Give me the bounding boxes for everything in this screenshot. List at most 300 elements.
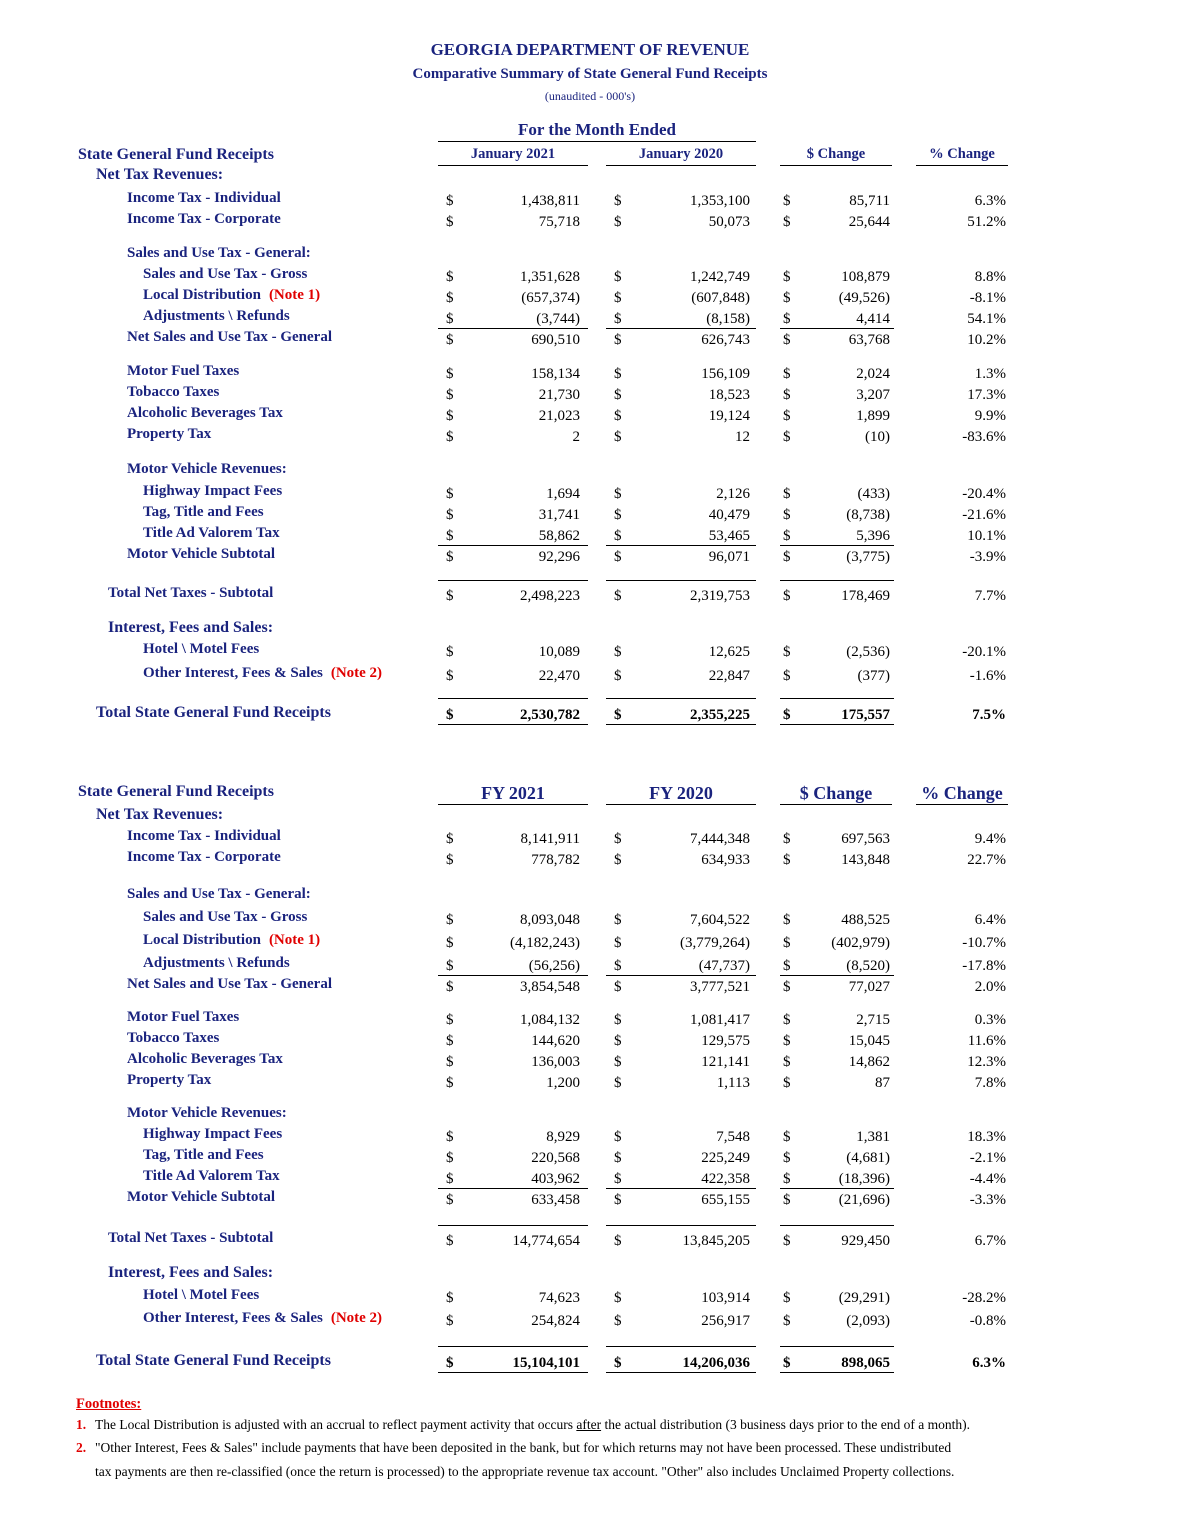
dollar-sign: $ <box>446 1150 454 1166</box>
cell-value: 22,847 <box>708 668 750 684</box>
row-label: Tag, Title and Fees <box>143 504 264 520</box>
cell-value: 15,045 <box>848 1033 890 1049</box>
column-header-rule <box>916 165 1008 166</box>
dollar-sign: $ <box>783 528 791 544</box>
cell-value: 1,438,811 <box>520 193 580 209</box>
cell-value: -20.1% <box>962 644 1006 660</box>
footnote-2-line-2: tax payments are then re-classified (once the return is processed) to the appropriate revenue tax account. "Other" also includes Unclaimed Property collections. <box>95 1464 955 1479</box>
dollar-sign: $ <box>446 387 454 403</box>
cell-value: 156,109 <box>701 366 750 382</box>
cell-value: 17.3% <box>967 387 1006 403</box>
cell-value: 2 <box>572 429 580 445</box>
subtotal-rule <box>780 545 894 546</box>
cell-value: 3,207 <box>856 387 890 403</box>
cell-value: 7,548 <box>716 1129 750 1145</box>
page-title: GEORGIA DEPARTMENT OF REVENUE <box>430 40 750 59</box>
cell-value: 10.2% <box>967 332 1006 348</box>
row-label: Sales and Use Tax - General: <box>127 886 311 902</box>
row-label: Total Net Taxes - Subtotal <box>108 1230 274 1246</box>
note-reference: (Note 1) <box>268 287 321 303</box>
cell-value: 1,113 <box>716 1075 750 1091</box>
dollar-sign: $ <box>446 644 454 660</box>
total-rule-bottom <box>438 1372 588 1373</box>
dollar-sign: $ <box>614 1313 622 1329</box>
dollar-sign: $ <box>614 979 622 995</box>
cell-value: (3,775) <box>846 549 890 565</box>
cell-value: 136,003 <box>531 1054 580 1070</box>
dollar-sign: $ <box>614 1355 622 1371</box>
cell-value: 7.8% <box>974 1075 1006 1091</box>
total-rule-top <box>780 698 894 699</box>
subtotal-rule <box>438 328 588 329</box>
dollar-sign: $ <box>783 332 791 348</box>
footnote-1-number: 1. <box>76 1417 87 1432</box>
cell-value: 634,933 <box>701 852 750 868</box>
cell-value: 87 <box>875 1075 890 1091</box>
cell-value: (2,093) <box>846 1313 890 1329</box>
cell-value: (49,526) <box>838 290 890 306</box>
cell-value: 697,563 <box>841 831 890 847</box>
dollar-sign: $ <box>446 1290 454 1306</box>
cell-value: 158,134 <box>531 366 580 382</box>
dollar-sign: $ <box>614 1075 622 1091</box>
row-label: Other Interest, Fees & Sales (Note 2) <box>143 665 383 681</box>
dollar-sign: $ <box>446 1192 454 1208</box>
row-label: Income Tax - Corporate <box>127 211 281 227</box>
total-rule-bottom <box>438 724 588 725</box>
row-label: Total State General Fund Receipts <box>96 1352 331 1369</box>
dollar-sign: $ <box>446 332 454 348</box>
cell-value: 898,065 <box>841 1355 890 1371</box>
row-label: Property Tax <box>127 1072 212 1088</box>
cell-value: 96,071 <box>708 549 750 565</box>
row-label: Net Tax Revenues: <box>96 806 224 823</box>
subtotal-rule <box>606 1188 756 1189</box>
cell-value: 53,465 <box>708 528 750 544</box>
row-label: Net Sales and Use Tax - General <box>127 329 333 345</box>
row-label: Title Ad Valorem Tax <box>143 525 280 541</box>
dollar-sign: $ <box>783 979 791 995</box>
cell-value: 31,741 <box>538 507 580 523</box>
cell-value: 2.0% <box>974 979 1006 995</box>
cell-value: 85,711 <box>849 193 890 209</box>
cell-value: 9.9% <box>974 408 1006 424</box>
row-label: Highway Impact Fees <box>143 1126 283 1142</box>
cell-value: 690,510 <box>531 332 580 348</box>
row-label: Property Tax <box>127 426 212 442</box>
cell-value: 40,479 <box>708 507 750 523</box>
row-label: Alcoholic Beverages Tax <box>127 1051 283 1067</box>
dollar-sign: $ <box>446 1313 454 1329</box>
row-label: Motor Fuel Taxes <box>127 1009 240 1025</box>
cell-value: 1,381 <box>856 1129 890 1145</box>
cell-value: 19,124 <box>708 408 750 424</box>
dollar-sign: $ <box>446 1355 454 1371</box>
cell-value: 14,774,654 <box>512 1233 580 1249</box>
cell-value: (2,536) <box>846 644 890 660</box>
row-label: Motor Vehicle Subtotal <box>127 1189 276 1205</box>
cell-value: 7.5% <box>972 707 1006 723</box>
dollar-sign: $ <box>783 1233 791 1249</box>
total-rule-bottom <box>606 1372 756 1373</box>
dollar-sign: $ <box>614 366 622 382</box>
cell-value: (8,158) <box>706 311 750 327</box>
dollar-sign: $ <box>614 549 622 565</box>
cell-value: 3,854,548 <box>520 979 580 995</box>
dollar-sign: $ <box>783 387 791 403</box>
cell-value: (47,737) <box>698 958 750 974</box>
subtotal-rule <box>606 1225 756 1226</box>
cell-value: 8,093,048 <box>520 912 580 928</box>
column-header-rule <box>780 165 892 166</box>
dollar-sign: $ <box>614 429 622 445</box>
cell-value: 21,023 <box>538 408 580 424</box>
cell-value: 13,845,205 <box>682 1233 750 1249</box>
cell-value: 108,879 <box>841 269 890 285</box>
dollar-sign: $ <box>783 644 791 660</box>
note-reference: (Note 1) <box>268 932 321 948</box>
dollar-sign: $ <box>446 408 454 424</box>
dollar-sign: $ <box>614 644 622 660</box>
footnotes-heading: Footnotes: <box>76 1396 142 1412</box>
section-label: State General Fund Receipts <box>78 146 274 163</box>
cell-value: 1,899 <box>856 408 890 424</box>
dollar-sign: $ <box>614 290 622 306</box>
subtotal-rule <box>438 975 588 976</box>
cell-value: 1,242,749 <box>690 269 750 285</box>
cell-value: (3,779,264) <box>680 935 750 951</box>
dollar-sign: $ <box>446 214 454 230</box>
dollar-sign: $ <box>783 1171 791 1187</box>
cell-value: 10,089 <box>538 644 580 660</box>
subtotal-rule <box>438 580 588 581</box>
dollar-sign: $ <box>614 831 622 847</box>
cell-value: 8.8% <box>974 269 1006 285</box>
dollar-sign: $ <box>783 1290 791 1306</box>
dollar-sign: $ <box>446 852 454 868</box>
cell-value: 1,694 <box>546 486 580 502</box>
dollar-sign: $ <box>614 1290 622 1306</box>
note-reference: (Note 2) <box>330 1310 383 1326</box>
cell-value: 14,206,036 <box>682 1355 750 1371</box>
dollar-sign: $ <box>446 1033 454 1049</box>
row-label: Adjustments \ Refunds <box>143 308 290 324</box>
cell-value: 655,155 <box>701 1192 750 1208</box>
column-header-rule <box>438 804 588 805</box>
total-rule-top <box>780 1346 894 1347</box>
cell-value: 9.4% <box>974 831 1006 847</box>
dollar-sign: $ <box>783 1012 791 1028</box>
row-label: Interest, Fees and Sales: <box>108 619 274 636</box>
row-label: Income Tax - Individual <box>127 190 281 206</box>
cell-value: (29,291) <box>838 1290 890 1306</box>
column-header: % Change <box>921 783 1003 803</box>
period-title-rule <box>438 141 756 142</box>
dollar-sign: $ <box>446 1129 454 1145</box>
column-header: $ Change <box>806 146 866 162</box>
cell-value: (377) <box>857 668 890 684</box>
subtotal-rule <box>780 328 894 329</box>
cell-value: 1,200 <box>546 1075 580 1091</box>
row-label: Alcoholic Beverages Tax <box>127 405 283 421</box>
total-rule-top <box>438 698 588 699</box>
row-label: Highway Impact Fees <box>143 483 283 499</box>
dollar-sign: $ <box>783 1075 791 1091</box>
cell-value: 633,458 <box>531 1192 580 1208</box>
dollar-sign: $ <box>446 935 454 951</box>
cell-value: 103,914 <box>701 1290 750 1306</box>
dollar-sign: $ <box>783 507 791 523</box>
cell-value: 75,718 <box>538 214 580 230</box>
column-header-rule <box>606 165 756 166</box>
cell-value: 8,929 <box>546 1129 580 1145</box>
dollar-sign: $ <box>783 1054 791 1070</box>
cell-value: 54.1% <box>967 311 1006 327</box>
dollar-sign: $ <box>783 1192 791 1208</box>
row-label: Interest, Fees and Sales: <box>108 1264 274 1281</box>
cell-value: (10) <box>865 429 890 445</box>
cell-value: 2,715 <box>856 1012 890 1028</box>
total-rule-bottom <box>606 724 756 725</box>
cell-value: -83.6% <box>962 429 1006 445</box>
cell-value: -3.3% <box>969 1192 1006 1208</box>
dollar-sign: $ <box>614 507 622 523</box>
dollar-sign: $ <box>783 311 791 327</box>
cell-value: 6.4% <box>974 912 1006 928</box>
cell-value: 14,862 <box>848 1054 890 1070</box>
cell-value: (657,374) <box>521 290 580 306</box>
cell-value: 2,355,225 <box>690 707 750 723</box>
cell-value: 12 <box>735 429 750 445</box>
dollar-sign: $ <box>783 486 791 502</box>
dollar-sign: $ <box>783 269 791 285</box>
row-label: Hotel \ Motel Fees <box>143 1287 260 1303</box>
cell-value: -1.6% <box>969 668 1006 684</box>
dollar-sign: $ <box>446 269 454 285</box>
cell-value: 11.6% <box>967 1033 1006 1049</box>
cell-value: 63,768 <box>848 332 890 348</box>
cell-value: -2.1% <box>969 1150 1006 1166</box>
cell-value: 2,319,753 <box>690 588 750 604</box>
dollar-sign: $ <box>446 549 454 565</box>
cell-value: 18.3% <box>967 1129 1006 1145</box>
cell-value: 2,126 <box>716 486 750 502</box>
dollar-sign: $ <box>446 588 454 604</box>
cell-value: (4,681) <box>846 1150 890 1166</box>
row-label: Motor Fuel Taxes <box>127 363 240 379</box>
total-rule-top <box>606 698 756 699</box>
cell-value: 7,444,348 <box>690 831 750 847</box>
cell-value: -20.4% <box>962 486 1006 502</box>
cell-value: 7.7% <box>974 588 1006 604</box>
column-header-rule <box>916 804 1008 805</box>
subtotal-rule <box>780 1225 894 1226</box>
cell-value: 1.3% <box>974 366 1006 382</box>
row-label: Tobacco Taxes <box>127 384 220 400</box>
cell-value: 25,644 <box>848 214 890 230</box>
cell-value: 21,730 <box>538 387 580 403</box>
row-label: Net Sales and Use Tax - General <box>127 976 333 992</box>
unaudited-note: (unaudited - 000's) <box>544 89 636 103</box>
row-label: Local Distribution (Note 1) <box>143 932 321 948</box>
dollar-sign: $ <box>783 214 791 230</box>
cell-value: 92,296 <box>538 549 580 565</box>
row-label: Sales and Use Tax - Gross <box>143 266 308 282</box>
footnote-1-text: The Local Distribution is adjusted with an accrual to reflect payment activity that occurs after the actual distribution (3 business days prior to the end of a month). <box>95 1417 971 1432</box>
dollar-sign: $ <box>614 1171 622 1187</box>
row-label: Total Net Taxes - Subtotal <box>108 585 274 601</box>
cell-value: (56,256) <box>528 958 580 974</box>
dollar-sign: $ <box>446 1075 454 1091</box>
dollar-sign: $ <box>614 332 622 348</box>
dollar-sign: $ <box>614 269 622 285</box>
cell-value: -3.9% <box>969 549 1006 565</box>
dollar-sign: $ <box>614 1129 622 1145</box>
dollar-sign: $ <box>446 366 454 382</box>
cell-value: 1,081,417 <box>690 1012 750 1028</box>
total-rule-bottom <box>780 1372 894 1373</box>
dollar-sign: $ <box>446 707 454 723</box>
dollar-sign: $ <box>783 1033 791 1049</box>
cell-value: 58,862 <box>538 528 580 544</box>
cell-value: 2,530,782 <box>520 707 580 723</box>
dollar-sign: $ <box>614 935 622 951</box>
cell-value: 50,073 <box>708 214 750 230</box>
dollar-sign: $ <box>614 707 622 723</box>
dollar-sign: $ <box>614 958 622 974</box>
row-label: Net Tax Revenues: <box>96 166 224 183</box>
cell-value: 15,104,101 <box>512 1355 580 1371</box>
cell-value: 6.3% <box>972 1355 1006 1371</box>
cell-value: -21.6% <box>962 507 1006 523</box>
cell-value: (8,738) <box>846 507 890 523</box>
dollar-sign: $ <box>614 1054 622 1070</box>
dollar-sign: $ <box>783 935 791 951</box>
column-header: FY 2020 <box>649 783 713 803</box>
cell-value: 51.2% <box>967 214 1006 230</box>
cell-value: 488,525 <box>841 912 890 928</box>
row-label: Tobacco Taxes <box>127 1030 220 1046</box>
row-label: Tag, Title and Fees <box>143 1147 264 1163</box>
dollar-sign: $ <box>783 429 791 445</box>
dollar-sign: $ <box>783 912 791 928</box>
column-header-rule <box>780 804 892 805</box>
cell-value: -10.7% <box>962 935 1006 951</box>
column-header: January 2021 <box>470 146 556 162</box>
period-title: For the Month Ended <box>518 120 676 139</box>
cell-value: 18,523 <box>708 387 750 403</box>
dollar-sign: $ <box>614 852 622 868</box>
dollar-sign: $ <box>614 387 622 403</box>
row-label: Sales and Use Tax - General: <box>127 245 311 261</box>
dollar-sign: $ <box>446 1012 454 1028</box>
dollar-sign: $ <box>446 979 454 995</box>
note-reference: (Note 2) <box>330 665 383 681</box>
total-rule-bottom <box>780 724 894 725</box>
dollar-sign: $ <box>614 311 622 327</box>
dollar-sign: $ <box>446 912 454 928</box>
cell-value: 175,557 <box>841 707 890 723</box>
dollar-sign: $ <box>614 1033 622 1049</box>
cell-value: 1,351,628 <box>520 269 580 285</box>
dollar-sign: $ <box>783 1129 791 1145</box>
subtotal-rule <box>780 580 894 581</box>
column-header: $ Change <box>799 783 873 803</box>
cell-value: 22.7% <box>967 852 1006 868</box>
dollar-sign: $ <box>614 408 622 424</box>
dollar-sign: $ <box>446 1233 454 1249</box>
cell-value: 778,782 <box>531 852 580 868</box>
column-header-rule <box>438 165 588 166</box>
dollar-sign: $ <box>446 193 454 209</box>
row-label: Adjustments \ Refunds <box>143 955 290 971</box>
dollar-sign: $ <box>446 668 454 684</box>
dollar-sign: $ <box>783 1355 791 1371</box>
cell-value: -4.4% <box>969 1171 1006 1187</box>
row-label: Local Distribution (Note 1) <box>143 287 321 303</box>
row-label: Motor Vehicle Revenues: <box>127 1105 287 1121</box>
dollar-sign: $ <box>614 1192 622 1208</box>
cell-value: 220,568 <box>531 1150 580 1166</box>
cell-value: -28.2% <box>962 1290 1006 1306</box>
dollar-sign: $ <box>446 831 454 847</box>
dollar-sign: $ <box>446 528 454 544</box>
cell-value: 929,450 <box>841 1233 890 1249</box>
cell-value: 6.3% <box>974 193 1006 209</box>
cell-value: 2,024 <box>856 366 890 382</box>
dollar-sign: $ <box>783 588 791 604</box>
cell-value: 144,620 <box>531 1033 580 1049</box>
subtotal-rule <box>780 975 894 976</box>
column-header: % Change <box>929 146 995 162</box>
cell-value: (607,848) <box>691 290 750 306</box>
cell-value: 2,498,223 <box>520 588 580 604</box>
dollar-sign: $ <box>446 507 454 523</box>
dollar-sign: $ <box>614 668 622 684</box>
dollar-sign: $ <box>783 366 791 382</box>
cell-value: -8.1% <box>969 290 1006 306</box>
footnote-2-number: 2. <box>76 1440 87 1455</box>
page-subtitle: Comparative Summary of State General Fund Receipts <box>412 66 768 82</box>
row-label: Motor Vehicle Subtotal <box>127 546 276 562</box>
dollar-sign: $ <box>614 588 622 604</box>
cell-value: (3,744) <box>536 311 580 327</box>
dollar-sign: $ <box>614 486 622 502</box>
subtotal-rule <box>606 580 756 581</box>
cell-value: 178,469 <box>841 588 890 604</box>
row-label: Sales and Use Tax - Gross <box>143 909 308 925</box>
dollar-sign: $ <box>614 1150 622 1166</box>
cell-value: 129,575 <box>701 1033 750 1049</box>
dollar-sign: $ <box>446 311 454 327</box>
cell-value: 77,027 <box>848 979 890 995</box>
dollar-sign: $ <box>614 912 622 928</box>
cell-value: -0.8% <box>969 1313 1006 1329</box>
cell-value: (433) <box>857 486 890 502</box>
row-label: Title Ad Valorem Tax <box>143 1168 280 1184</box>
cell-value: 422,358 <box>701 1171 750 1187</box>
dollar-sign: $ <box>614 1012 622 1028</box>
dollar-sign: $ <box>446 486 454 502</box>
cell-value: 225,249 <box>701 1150 750 1166</box>
dollar-sign: $ <box>614 193 622 209</box>
cell-value: 254,824 <box>531 1313 580 1329</box>
cell-value: 403,962 <box>531 1171 580 1187</box>
cell-value: 74,623 <box>538 1290 580 1306</box>
dollar-sign: $ <box>783 707 791 723</box>
cell-value: 5,396 <box>856 528 890 544</box>
subtotal-rule <box>438 1225 588 1226</box>
